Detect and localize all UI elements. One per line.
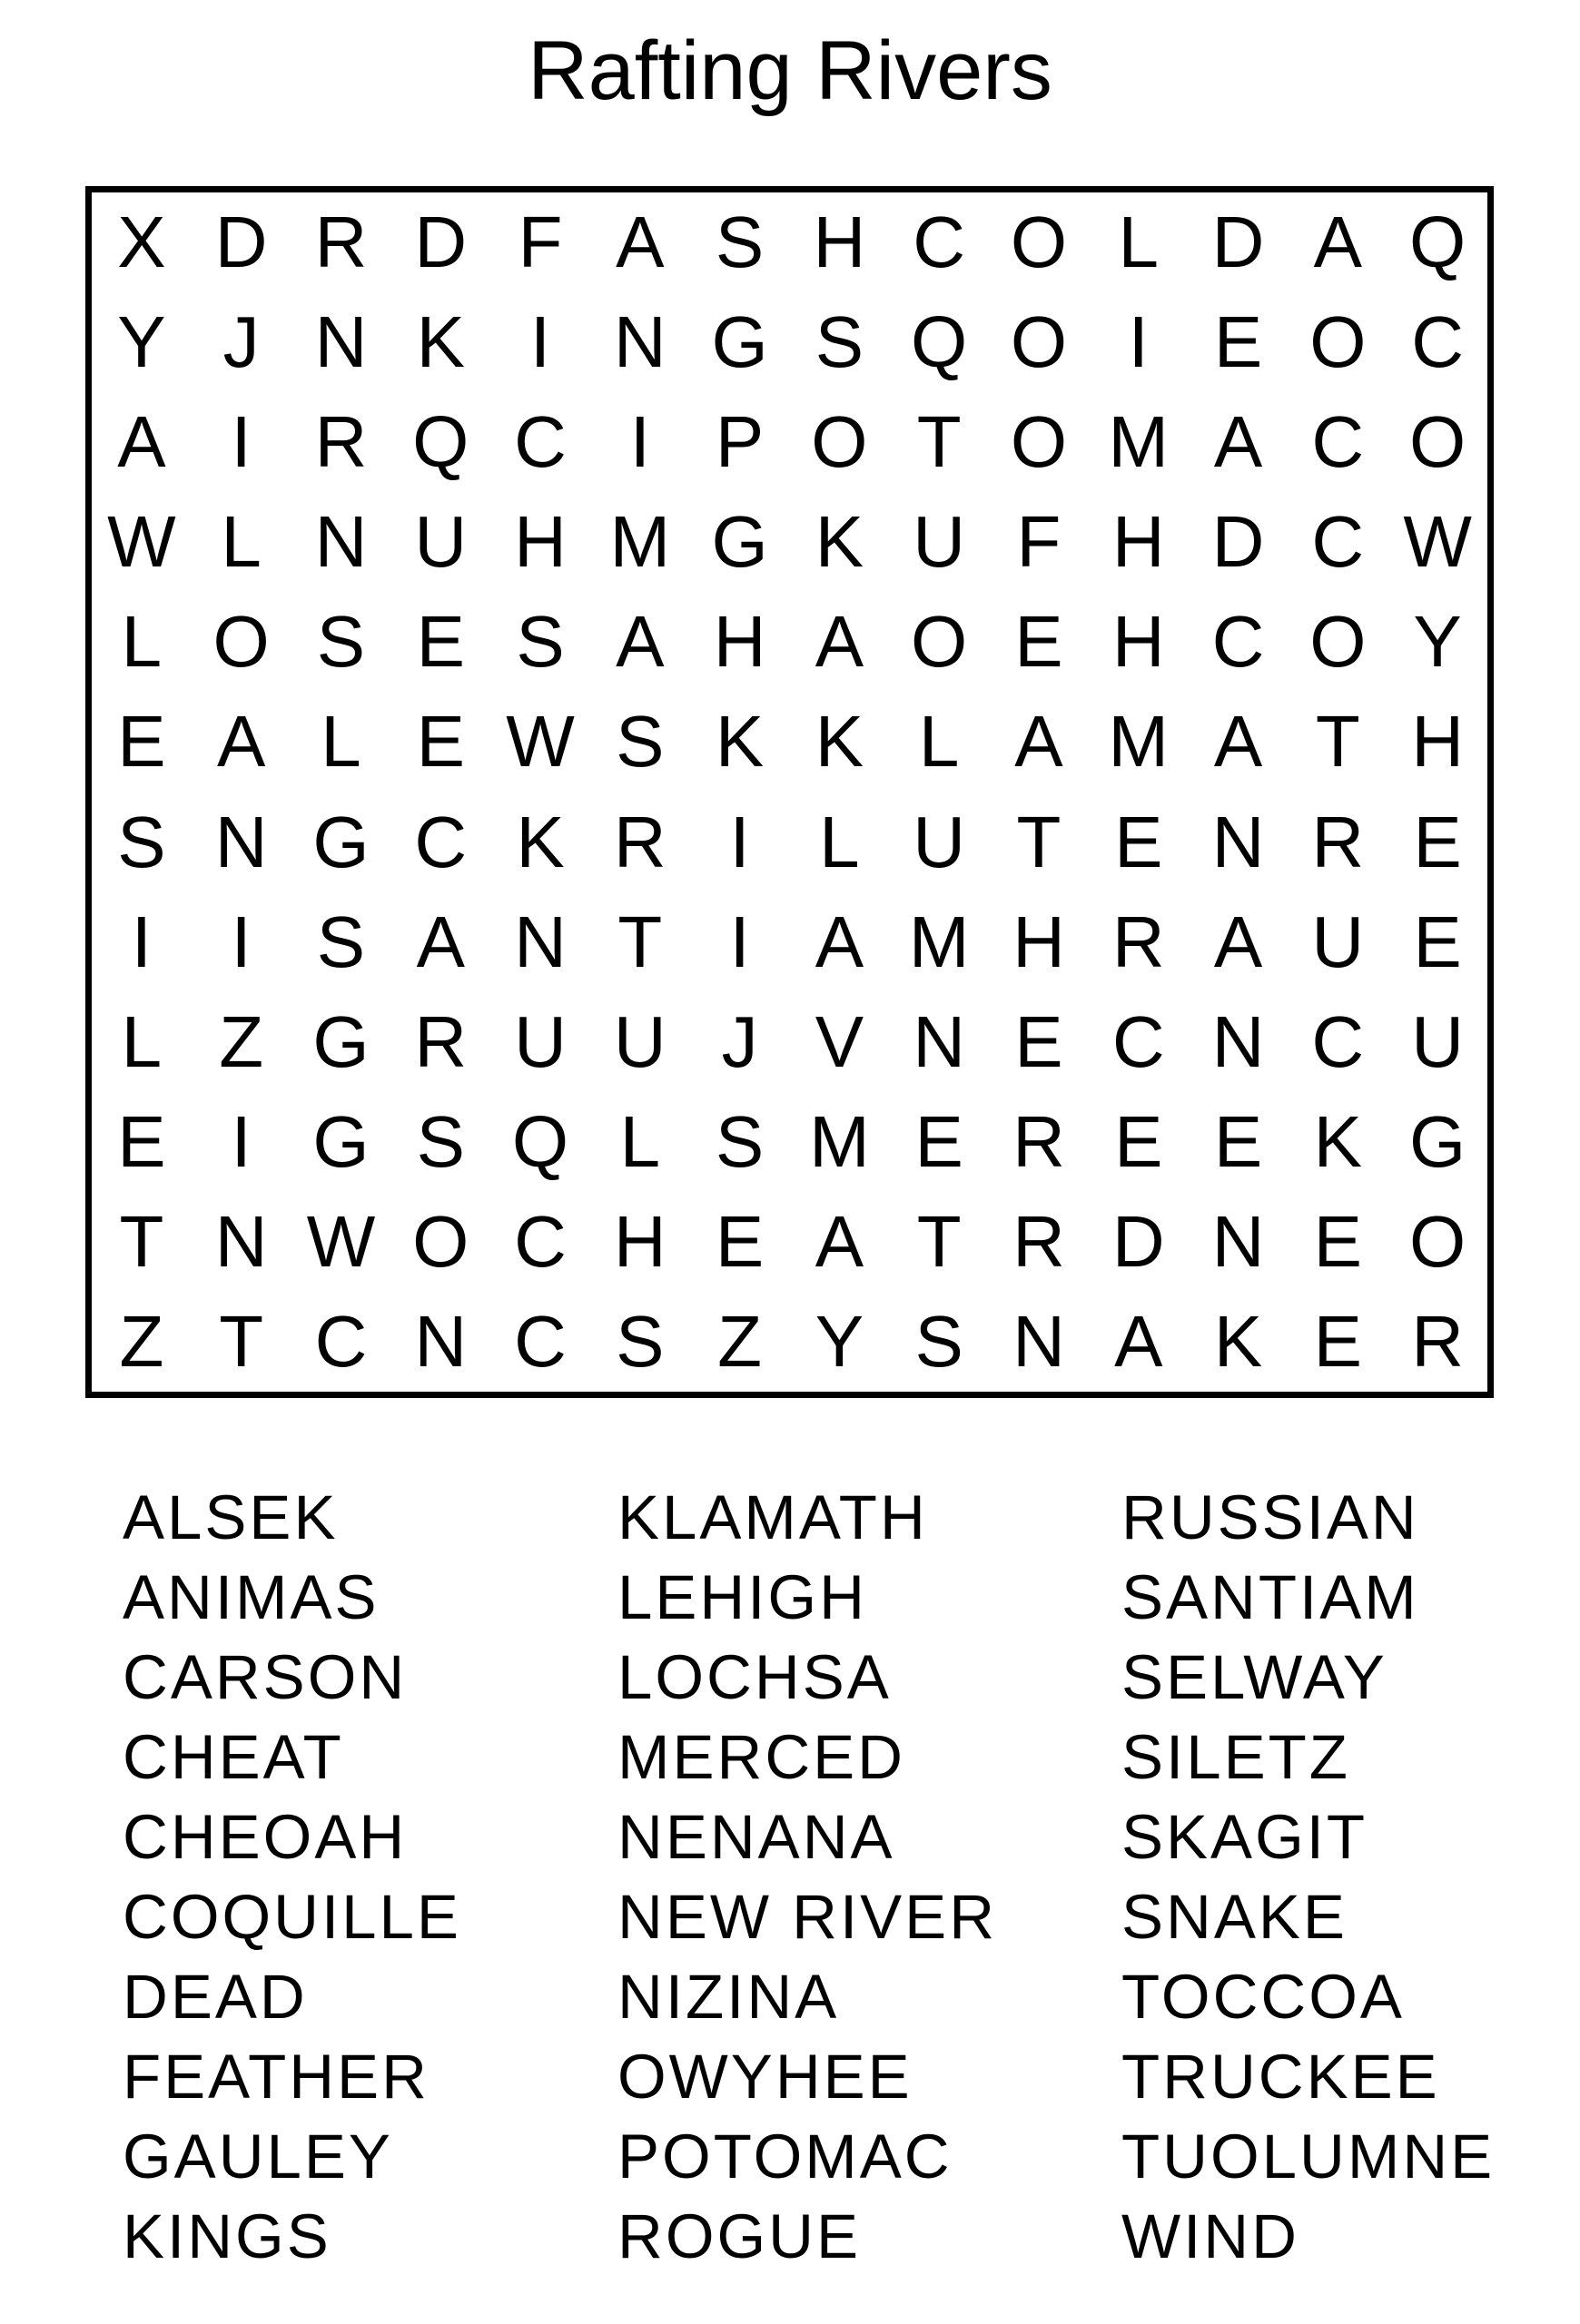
- word-list-column-3: [1121, 1478, 1495, 2277]
- grid-cell-letter: A: [1213, 401, 1263, 483]
- grid-cell-letter: T: [119, 1200, 164, 1282]
- grid-cell-letter: N: [314, 501, 368, 583]
- grid-cell-letter: A: [815, 601, 864, 683]
- grid-cell-letter: R: [1311, 801, 1365, 882]
- grid-cell-letter: L: [321, 701, 361, 783]
- grid-cell-letter: S: [316, 601, 366, 683]
- grid-cell-letter: G: [1408, 1100, 1466, 1182]
- grid-cell-letter: L: [918, 701, 960, 783]
- grid-cell-letter: S: [815, 301, 864, 383]
- grid-cell-letter: S: [117, 801, 166, 882]
- word-list-column-1: [123, 1478, 461, 2277]
- grid-cell-letter: E: [117, 701, 166, 783]
- word-list-item: SANTIAM: [1121, 1562, 1419, 1632]
- grid-cell-letter: A: [815, 1200, 864, 1282]
- grid-cell-letter: D: [1211, 202, 1265, 283]
- grid-cell-letter: N: [214, 1200, 268, 1282]
- grid-cell-letter: I: [729, 801, 750, 882]
- grid-cell-letter: U: [913, 501, 966, 583]
- word-list-item: NEW RIVER: [617, 1882, 998, 1952]
- grid-cell-letter: G: [312, 801, 370, 882]
- grid-cell-letter: A: [1213, 901, 1263, 982]
- grid-cell-letter: W: [306, 1200, 376, 1282]
- grid-cell-letter: R: [613, 801, 667, 882]
- grid-cell-letter: E: [1114, 801, 1163, 882]
- grid-cell-letter: Y: [1413, 601, 1462, 683]
- word-list-item: TOCCOA: [1121, 1962, 1405, 2032]
- grid-cell-letter: C: [913, 202, 966, 283]
- grid-cell-letter: J: [222, 301, 260, 383]
- grid-cell-letter: E: [1114, 1100, 1163, 1182]
- grid-cell-letter: R: [1411, 1300, 1464, 1382]
- grid-cell-letter: E: [914, 1100, 963, 1182]
- word-list-item: SKAGIT: [1121, 1802, 1368, 1872]
- grid-cell-letter: E: [1014, 601, 1063, 683]
- grid-cell-letter: C: [314, 1300, 368, 1382]
- grid-cell-letter: W: [1403, 501, 1472, 583]
- grid-cell-letter: E: [1213, 301, 1263, 383]
- grid-cell-letter: S: [416, 1100, 465, 1182]
- grid-cell-letter: S: [316, 901, 366, 982]
- grid-cell-letter: C: [514, 401, 567, 483]
- grid-cell-letter: A: [416, 901, 465, 982]
- grid-cell-letter: P: [715, 401, 765, 483]
- grid-cell-letter: A: [1213, 701, 1263, 783]
- grid-cell-letter: I: [629, 401, 650, 483]
- grid-cell-letter: N: [613, 301, 667, 383]
- grid-cell-letter: O: [1309, 301, 1367, 383]
- grid-cell-letter: R: [1012, 1200, 1065, 1282]
- grid-cell-letter: I: [231, 901, 252, 982]
- grid-cell-letter: H: [813, 202, 866, 283]
- grid-cell-letter: A: [616, 601, 665, 683]
- grid-cell-letter: L: [121, 601, 163, 683]
- word-list-item: WIND: [1121, 2201, 1299, 2271]
- grid-cell-letter: E: [416, 601, 465, 683]
- grid-cell-letter: S: [616, 1300, 665, 1382]
- grid-cell-letter: E: [1014, 1000, 1063, 1082]
- word-list-item: GAULEY: [123, 2122, 393, 2191]
- word-list-item: TUOLUMNE: [1121, 2122, 1496, 2191]
- grid-cell-letter: U: [913, 801, 966, 882]
- grid-cell-letter: A: [815, 901, 864, 982]
- grid-cell-letter: E: [1413, 801, 1462, 882]
- grid-cell-letter: M: [609, 501, 671, 583]
- word-list-column-2: [617, 1478, 997, 2277]
- word-list-item: KINGS: [123, 2201, 331, 2271]
- grid-cell-letter: S: [715, 202, 765, 283]
- grid-cell-letter: Q: [412, 401, 469, 483]
- grid-cell-letter: M: [1108, 401, 1170, 483]
- grid-cell-letter: I: [131, 901, 152, 982]
- grid-cell-letter: S: [715, 1100, 765, 1182]
- grid-cell-letter: Z: [119, 1300, 164, 1382]
- grid-cell-letter: Y: [815, 1300, 864, 1382]
- page-title: Rafting Rivers: [528, 25, 1052, 117]
- grid-cell-letter: K: [416, 301, 465, 383]
- grid-cell-letter: C: [1411, 301, 1464, 383]
- grid-cell-letter: C: [514, 1200, 567, 1282]
- word-search-grid: [85, 186, 1494, 1398]
- word-list-item: LOCHSA: [617, 1642, 892, 1712]
- grid-cell-letter: D: [214, 202, 268, 283]
- grid-cell-letter: O: [212, 601, 270, 683]
- grid-cell-letter: C: [1311, 501, 1365, 583]
- grid-cell-letter: Q: [1408, 202, 1466, 283]
- grid-cell-letter: N: [1211, 801, 1265, 882]
- grid-cell-letter: R: [414, 1000, 468, 1082]
- grid-cell-letter: W: [506, 701, 575, 783]
- grid-cell-letter: I: [1128, 301, 1149, 383]
- grid-cell-letter: R: [314, 202, 368, 283]
- grid-cell-letter: E: [1313, 1200, 1362, 1282]
- word-list-item: SILETZ: [1121, 1722, 1350, 1792]
- grid-cell-letter: I: [231, 401, 252, 483]
- word-list-item: CHEAT: [123, 1722, 344, 1792]
- grid-cell-letter: H: [1111, 501, 1165, 583]
- grid-cell-letter: X: [117, 202, 166, 283]
- grid-cell-letter: E: [1413, 901, 1462, 982]
- grid-cell-letter: U: [514, 1000, 567, 1082]
- grid-cell-letter: Z: [219, 1000, 264, 1082]
- grid-cell-letter: K: [815, 501, 864, 583]
- word-list-item: ALSEK: [123, 1482, 339, 1552]
- grid-cell-letter: R: [1111, 901, 1165, 982]
- grid-cell-letter: M: [1108, 701, 1170, 783]
- grid-cell-letter: Y: [117, 301, 166, 383]
- grid-cell-letter: H: [1411, 701, 1464, 783]
- grid-cell-letter: N: [514, 901, 567, 982]
- grid-cell-letter: M: [809, 1100, 870, 1182]
- grid-cell-letter: K: [1313, 1100, 1362, 1182]
- grid-cell-letter: C: [1111, 1000, 1165, 1082]
- grid-cell-letter: N: [1211, 1000, 1265, 1082]
- word-list-item: OWYHEE: [617, 2042, 913, 2112]
- word-list-item: LEHIGH: [617, 1562, 867, 1632]
- grid-cell-letter: I: [729, 901, 750, 982]
- grid-cell-letter: O: [1010, 202, 1068, 283]
- word-list-item: FEATHER: [123, 2042, 430, 2112]
- grid-cell-letter: R: [1012, 1100, 1065, 1182]
- grid-cell-letter: L: [819, 801, 860, 882]
- grid-cell-letter: K: [516, 801, 565, 882]
- grid-cell-letter: N: [214, 801, 268, 882]
- grid-cell-letter: U: [613, 1000, 667, 1082]
- grid-cell-letter: A: [117, 401, 166, 483]
- grid-cell-letter: T: [1016, 801, 1062, 882]
- word-list-item: SELWAY: [1121, 1642, 1387, 1712]
- grid-cell-letter: C: [1311, 1000, 1365, 1082]
- grid-cell-letter: Q: [911, 301, 968, 383]
- grid-cell-letter: O: [1408, 401, 1466, 483]
- word-list-item: NIZINA: [617, 1962, 840, 2032]
- grid-cell-letter: U: [414, 501, 468, 583]
- grid-cell-letter: M: [908, 901, 970, 982]
- grid-cell-letter: V: [815, 1000, 864, 1082]
- word-list-item: KLAMATH: [617, 1482, 928, 1552]
- grid-cell-letter: N: [1012, 1300, 1065, 1382]
- grid-cell-letter: D: [1211, 501, 1265, 583]
- grid-cell-letter: A: [1313, 202, 1362, 283]
- word-list-item: CARSON: [123, 1642, 408, 1712]
- grid-cell-letter: S: [516, 601, 565, 683]
- grid-cell-letter: O: [412, 1200, 469, 1282]
- grid-cell-letter: Q: [511, 1100, 569, 1182]
- grid-cell-letter: R: [314, 401, 368, 483]
- grid-cell-letter: E: [1313, 1300, 1362, 1382]
- grid-cell-letter: U: [1411, 1000, 1464, 1082]
- grid-cell-letter: K: [815, 701, 864, 783]
- grid-cell-letter: O: [1408, 1200, 1466, 1282]
- grid-cell-letter: E: [1213, 1100, 1263, 1182]
- grid-cell-letter: T: [916, 401, 962, 483]
- grid-cell-letter: W: [107, 501, 176, 583]
- grid-cell-letter: L: [619, 1100, 661, 1182]
- word-list-item: RUSSIAN: [1121, 1482, 1419, 1552]
- grid-cell-letter: L: [121, 1000, 163, 1082]
- word-list-item: DEAD: [123, 1962, 308, 2032]
- grid-cell-letter: D: [1111, 1200, 1165, 1282]
- word-list-item: TRUCKEE: [1121, 2042, 1440, 2112]
- grid-cell-letter: U: [1311, 901, 1365, 982]
- grid-cell-letter: N: [1211, 1200, 1265, 1282]
- grid-cell-letter: L: [1118, 202, 1159, 283]
- word-list-item: SNAKE: [1121, 1882, 1348, 1952]
- word-list-item: COQUILLE: [123, 1882, 461, 1952]
- word-list-item: POTOMAC: [617, 2122, 953, 2191]
- grid-cell-letter: A: [1014, 701, 1063, 783]
- grid-cell-letter: H: [514, 501, 567, 583]
- grid-cell-letter: E: [416, 701, 465, 783]
- grid-cell-letter: G: [312, 1100, 370, 1182]
- word-list-item: ROGUE: [617, 2201, 862, 2271]
- grid-cell-letter: D: [414, 202, 468, 283]
- grid-cell-letter: N: [314, 301, 368, 383]
- grid-cell-letter: C: [514, 1300, 567, 1382]
- grid-cell-letter: A: [616, 202, 665, 283]
- grid-cell-letter: H: [1012, 901, 1065, 982]
- grid-cell-letter: H: [1111, 601, 1165, 683]
- grid-cell-letter: S: [914, 1300, 963, 1382]
- grid-cell-letter: I: [231, 1100, 252, 1182]
- grid-cell-letter: N: [913, 1000, 966, 1082]
- grid-cell-letter: O: [1309, 601, 1367, 683]
- grid-cell-letter: L: [221, 501, 262, 583]
- word-list-item: NENANA: [617, 1802, 895, 1872]
- grid-cell-letter: E: [715, 1200, 765, 1282]
- grid-cell-letter: T: [1315, 701, 1360, 783]
- grid-cell-letter: G: [711, 501, 768, 583]
- grid-cell-letter: K: [1213, 1300, 1263, 1382]
- grid-cell-letter: T: [916, 1200, 962, 1282]
- grid-cell-letter: F: [518, 202, 563, 283]
- word-list-item: MERCED: [617, 1722, 906, 1792]
- grid-cell-letter: N: [414, 1300, 468, 1382]
- grid-cell-letter: O: [1010, 401, 1068, 483]
- grid-cell-letter: S: [616, 701, 665, 783]
- grid-cell-letter: T: [617, 901, 663, 982]
- grid-cell-letter: O: [811, 401, 868, 483]
- word-list-item: CHEOAH: [123, 1802, 408, 1872]
- grid-cell-letter: K: [715, 701, 765, 783]
- grid-cell-letter: H: [613, 1200, 667, 1282]
- grid-cell-letter: O: [911, 601, 968, 683]
- grid-cell-letter: T: [219, 1300, 264, 1382]
- word-list-item: ANIMAS: [123, 1562, 380, 1632]
- grid-cell-letter: I: [529, 301, 551, 383]
- grid-cell-letter: G: [312, 1000, 370, 1082]
- grid-cell-letter: O: [1010, 301, 1068, 383]
- grid-cell-letter: A: [216, 701, 266, 783]
- grid-cell-letter: E: [117, 1100, 166, 1182]
- grid-cell-letter: Z: [717, 1300, 763, 1382]
- grid-cell-letter: G: [711, 301, 768, 383]
- grid-cell-letter: C: [414, 801, 468, 882]
- grid-cell-letter: A: [1114, 1300, 1163, 1382]
- grid-cell-letter: J: [721, 1000, 758, 1082]
- grid-cell-letter: H: [713, 601, 766, 683]
- grid-cell-letter: C: [1211, 601, 1265, 683]
- grid-cell-letter: C: [1311, 401, 1365, 483]
- grid-cell-letter: F: [1016, 501, 1062, 583]
